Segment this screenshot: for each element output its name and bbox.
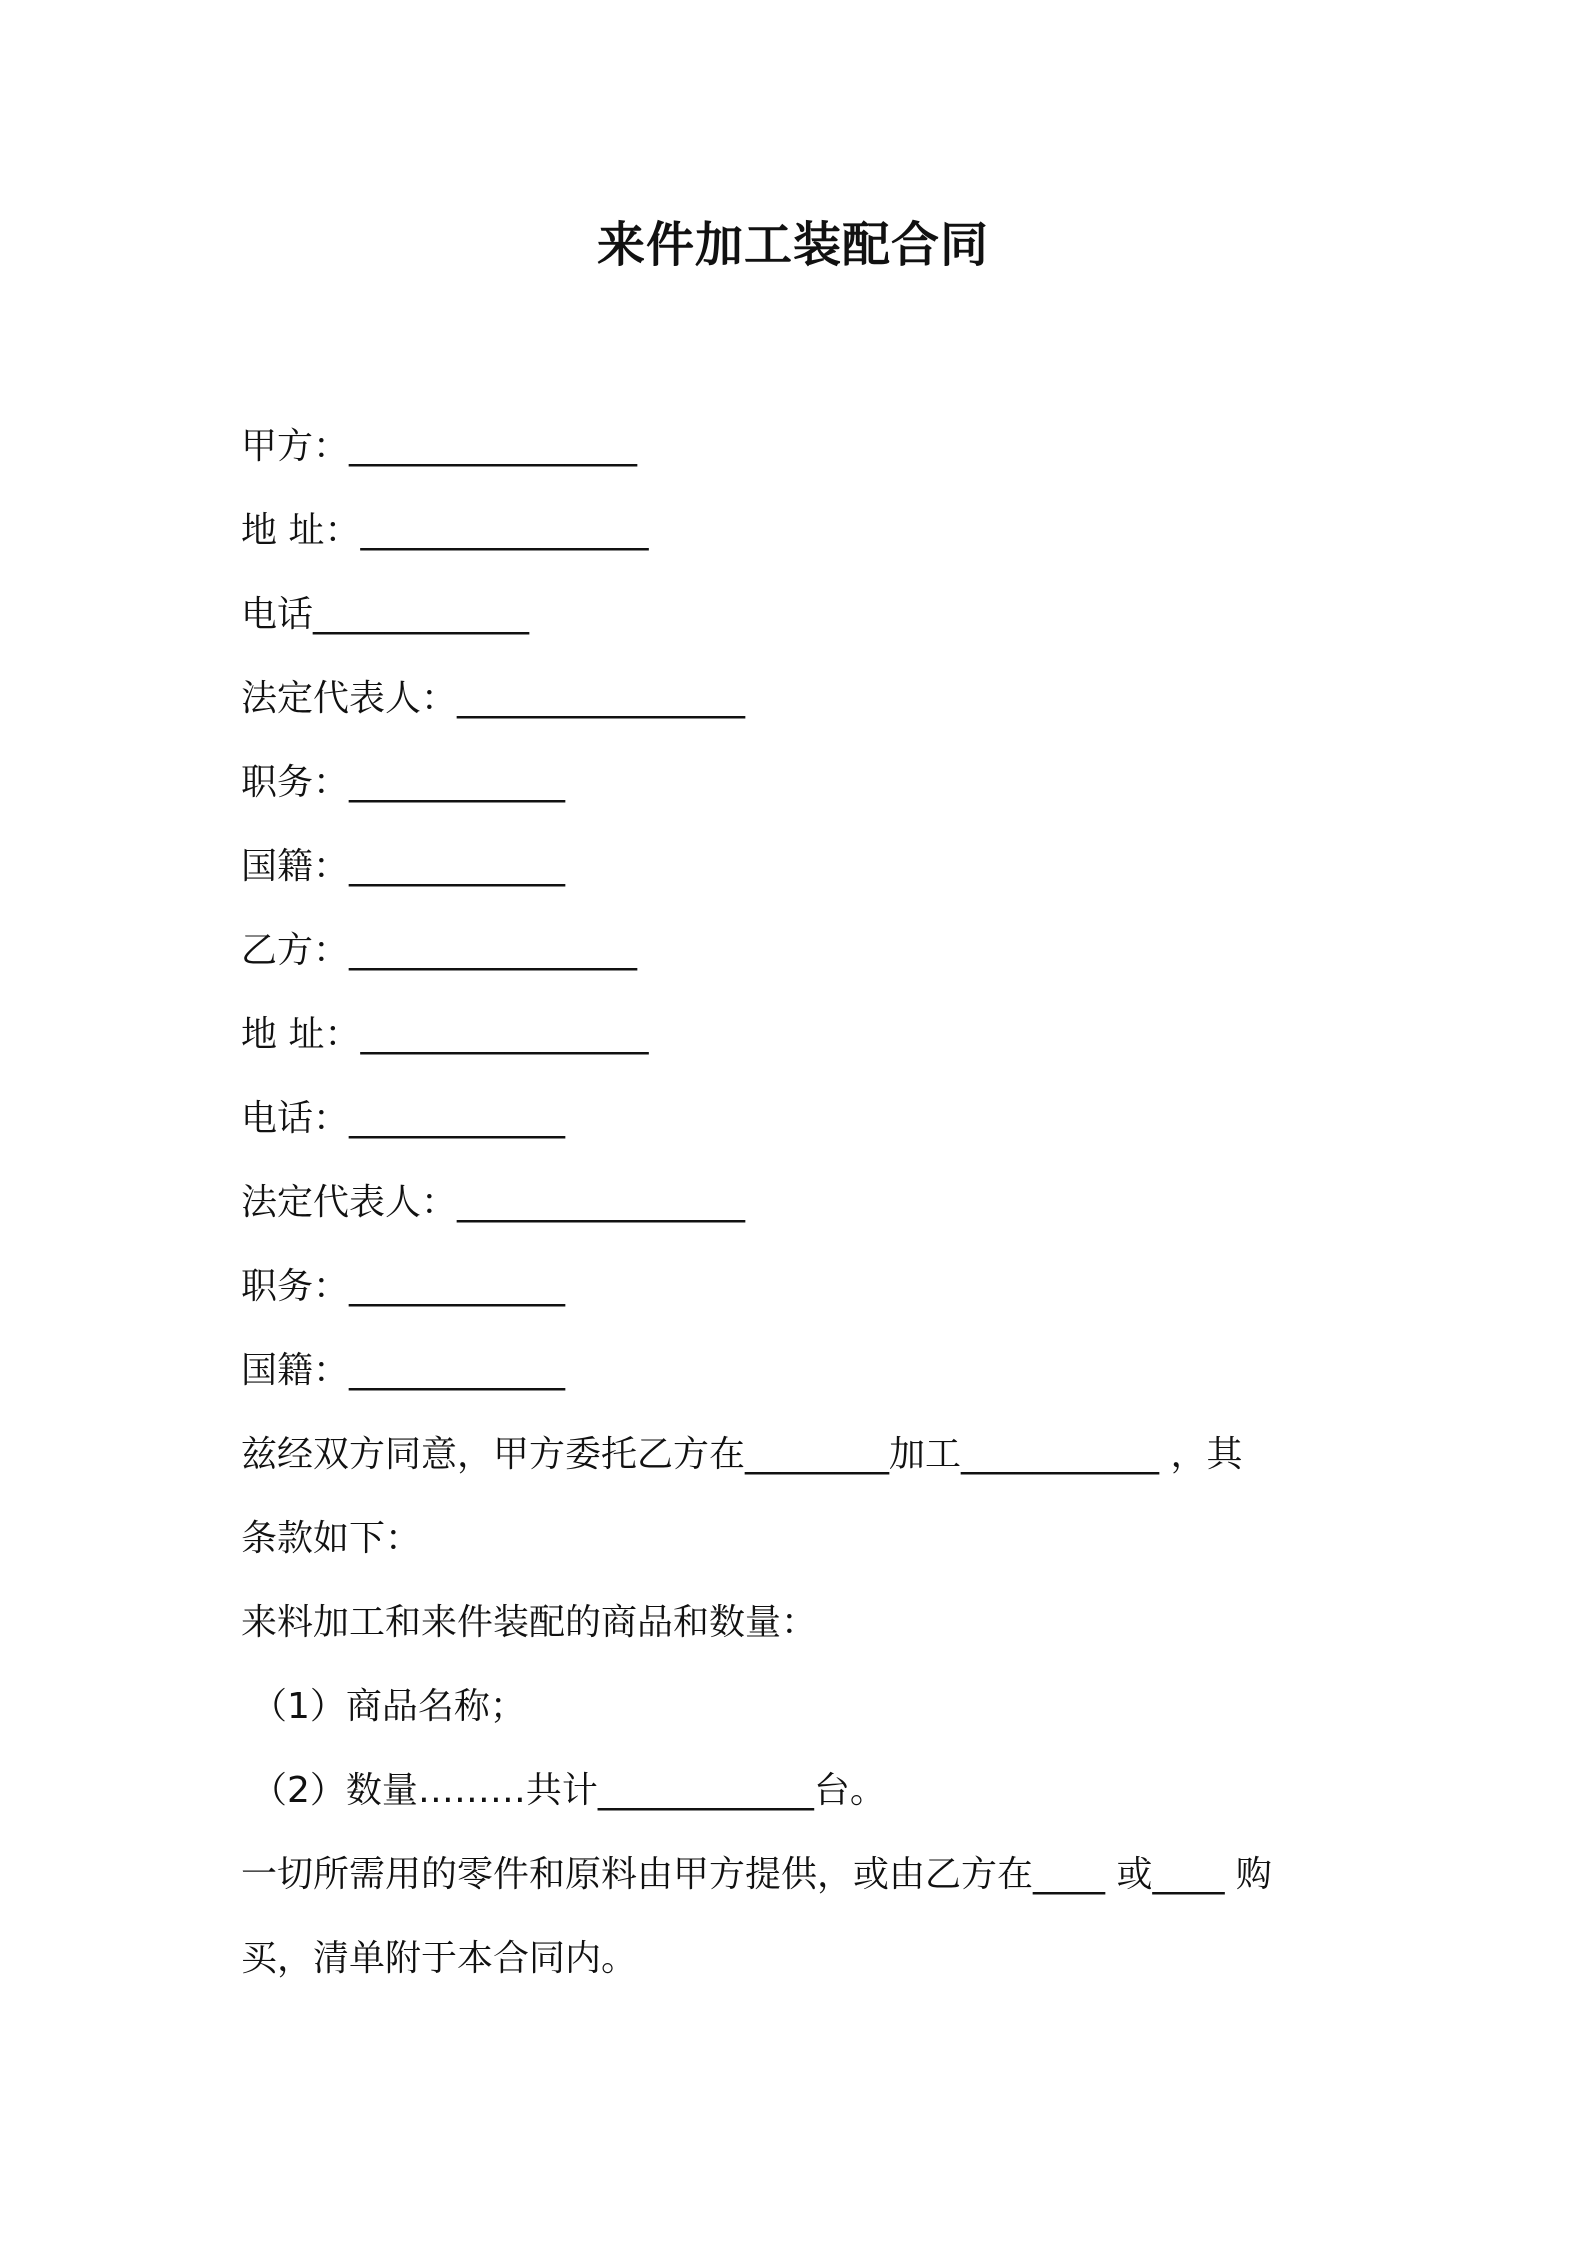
party-b-nationality-line: 国籍：____________ xyxy=(241,1350,566,1391)
party-b-address-line: 地 址：________________ xyxy=(241,1014,649,1055)
party-b-legal-rep-line: 法定代表人：________________ xyxy=(241,1182,746,1223)
item-goods-name: （1）商品名称； xyxy=(251,1686,526,1727)
party-a-phone-line: 电话____________ xyxy=(241,594,530,635)
party-a-address-line: 地 址：________________ xyxy=(241,510,649,551)
document-title: 来件加工装配合同 xyxy=(596,217,989,273)
party-a-nationality-line: 国籍：____________ xyxy=(241,846,566,887)
document-body xyxy=(241,405,1356,2001)
party-b-line: 乙方：________________ xyxy=(241,930,638,971)
supply-paragraph-line-2: 买，清单附于本合同内。 xyxy=(241,1938,638,1979)
party-a-line: 甲方：________________ xyxy=(241,426,638,467)
party-b-position-line: 职务：____________ xyxy=(241,1266,566,1307)
agreement-paragraph-line-1: 兹经双方同意，甲方委托乙方在________加工___________ ，其 xyxy=(241,1434,1243,1475)
agreement-paragraph-line-2: 条款如下： xyxy=(241,1518,422,1559)
goods-quantity-heading: 来料加工和来件装配的商品和数量： xyxy=(241,1602,818,1643)
party-a-legal-rep-line: 法定代表人：________________ xyxy=(241,678,746,719)
supply-paragraph-line-1: 一切所需用的零件和原料由甲方提供，或由乙方在____ 或____ 购 xyxy=(241,1854,1272,1895)
party-a-position-line: 职务：____________ xyxy=(241,762,566,803)
party-b-phone-line: 电话：____________ xyxy=(241,1098,566,1139)
item-quantity: （2）数量………共计____________台。 xyxy=(251,1770,886,1811)
